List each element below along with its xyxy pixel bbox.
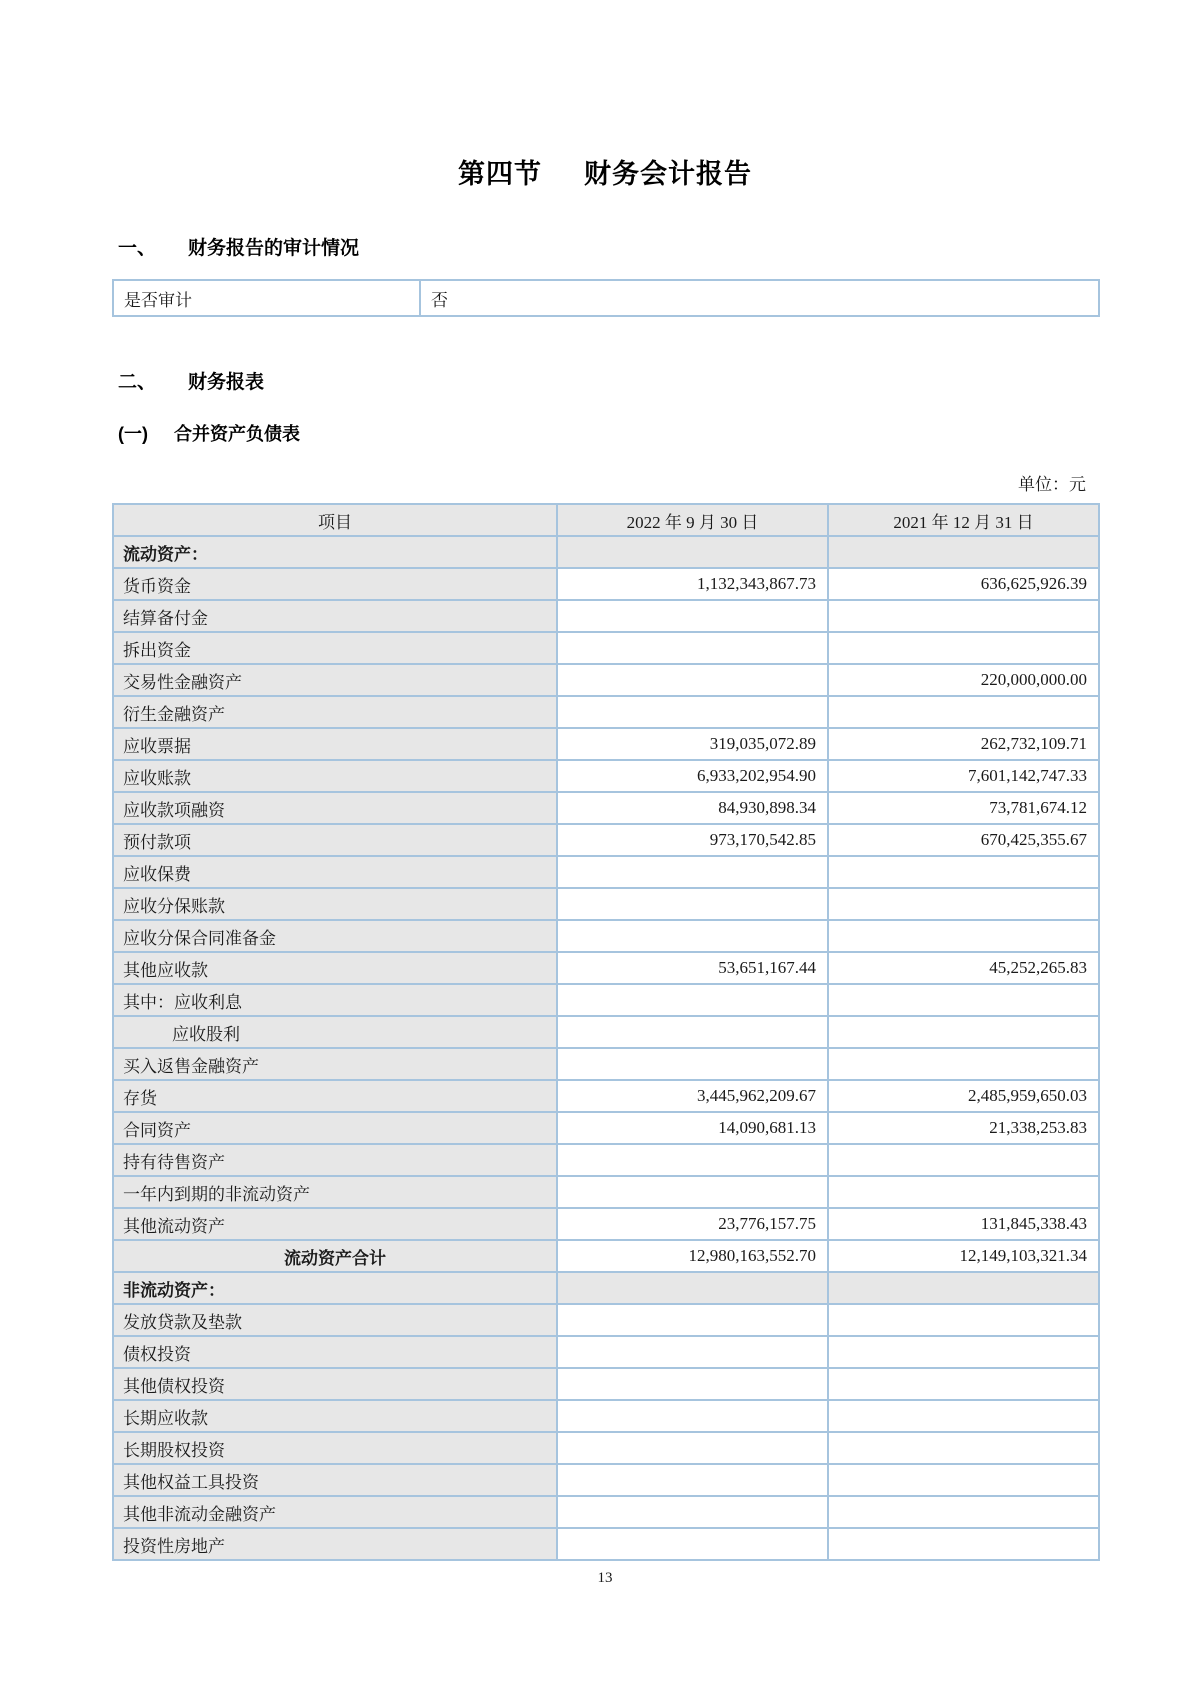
table-row [113, 632, 1099, 664]
table-row [113, 728, 1099, 760]
table-row [113, 888, 1099, 920]
row-value-2021-12-31 [828, 1144, 1099, 1176]
table-row [113, 1368, 1099, 1400]
row-label: 衍生金融资产 [113, 696, 557, 728]
heading-text: 财务报告的审计情况 [188, 238, 360, 259]
row-value-2022-09-30 [557, 1400, 828, 1432]
table-row [113, 952, 1099, 984]
row-value-2022-09-30 [557, 536, 828, 568]
row-value-2021-12-31: 220,000,000.00 [828, 664, 1099, 696]
row-value-2021-12-31 [828, 920, 1099, 952]
row-value-2022-09-30: 1,132,343,867.73 [557, 568, 828, 600]
heading-audit-status [112, 233, 1098, 260]
row-label: 其他非流动金融资产 [113, 1496, 557, 1528]
table-row [113, 1208, 1099, 1240]
table-row [113, 568, 1099, 600]
row-label: 其中：应收利息 [113, 984, 557, 1016]
row-value-2022-09-30: 14,090,681.13 [557, 1112, 828, 1144]
row-value-2021-12-31 [828, 1048, 1099, 1080]
row-value-2021-12-31 [828, 984, 1099, 1016]
row-value-2021-12-31 [828, 1432, 1099, 1464]
row-label: 发放贷款及垫款 [113, 1304, 557, 1336]
row-value-2022-09-30 [557, 1336, 828, 1368]
row-value-2021-12-31: 670,425,355.67 [828, 824, 1099, 856]
audit-table-row [113, 280, 1099, 316]
table-row [113, 920, 1099, 952]
row-label: 非流动资产： [113, 1272, 557, 1304]
row-value-2022-09-30: 12,980,163,552.70 [557, 1240, 828, 1272]
row-value-2022-09-30 [557, 632, 828, 664]
table-row [113, 1528, 1099, 1560]
subheading-consolidated-balance-sheet [112, 420, 1098, 446]
heading-text: 财务报表 [188, 372, 265, 393]
row-value-2021-12-31 [828, 1368, 1099, 1400]
row-value-2021-12-31: 45,252,265.83 [828, 952, 1099, 984]
row-value-2022-09-30 [557, 1432, 828, 1464]
row-label: 应收分保合同准备金 [113, 920, 557, 952]
row-label: 一年内到期的非流动资产 [113, 1176, 557, 1208]
table-row [113, 856, 1099, 888]
row-value-2022-09-30: 6,933,202,954.90 [557, 760, 828, 792]
row-value-2022-09-30 [557, 920, 828, 952]
row-value-2022-09-30 [557, 1496, 828, 1528]
row-value-2021-12-31: 73,781,674.12 [828, 792, 1099, 824]
row-value-2021-12-31 [828, 1464, 1099, 1496]
heading-number: 二、 [118, 372, 157, 393]
row-value-2021-12-31 [828, 1016, 1099, 1048]
row-value-2022-09-30 [557, 856, 828, 888]
unit-note: 单位：元 [1018, 475, 1086, 494]
table-row [113, 536, 1099, 568]
row-label: 应收保费 [113, 856, 557, 888]
table-row [113, 824, 1099, 856]
heading-financial-statements [112, 367, 1098, 394]
row-label: 其他权益工具投资 [113, 1464, 557, 1496]
row-label: 投资性房地产 [113, 1528, 557, 1560]
row-value-2022-09-30 [557, 696, 828, 728]
table-row [113, 696, 1099, 728]
row-value-2022-09-30 [557, 1144, 828, 1176]
row-value-2022-09-30 [557, 888, 828, 920]
row-value-2022-09-30 [557, 1528, 828, 1560]
row-value-2022-09-30: 23,776,157.75 [557, 1208, 828, 1240]
row-value-2022-09-30 [557, 1272, 828, 1304]
row-value-2021-12-31 [828, 856, 1099, 888]
row-label: 长期应收款 [113, 1400, 557, 1432]
row-value-2021-12-31 [828, 1176, 1099, 1208]
row-value-2021-12-31 [828, 888, 1099, 920]
row-value-2021-12-31 [828, 632, 1099, 664]
table-row [113, 1176, 1099, 1208]
subheading-text: 合并资产负债表 [174, 424, 300, 444]
row-value-2022-09-30: 84,930,898.34 [557, 792, 828, 824]
row-label: 持有待售资产 [113, 1144, 557, 1176]
row-value-2021-12-31 [828, 536, 1099, 568]
row-value-2022-09-30 [557, 600, 828, 632]
table-row [113, 600, 1099, 632]
table-row [113, 1336, 1099, 1368]
row-label: 债权投资 [113, 1336, 557, 1368]
table-row [113, 1400, 1099, 1432]
row-value-2022-09-30 [557, 1464, 828, 1496]
table-row [113, 1304, 1099, 1336]
table-row [113, 984, 1099, 1016]
row-label: 应收分保账款 [113, 888, 557, 920]
table-row [113, 1464, 1099, 1496]
row-value-2021-12-31: 636,625,926.39 [828, 568, 1099, 600]
table-row [113, 1272, 1099, 1304]
row-label: 应收票据 [113, 728, 557, 760]
audit-question-cell: 是否审计 [113, 280, 420, 316]
row-value-2021-12-31: 2,485,959,650.03 [828, 1080, 1099, 1112]
row-value-2021-12-31 [828, 1304, 1099, 1336]
balance-sheet-header-row [113, 504, 1099, 536]
table-row [113, 1240, 1099, 1272]
table-row [113, 1432, 1099, 1464]
column-header-item: 项目 [113, 504, 557, 536]
row-value-2022-09-30: 973,170,542.85 [557, 824, 828, 856]
row-value-2021-12-31 [828, 1496, 1099, 1528]
page-number: 13 [597, 1570, 613, 1586]
table-row [113, 1016, 1099, 1048]
row-label: 结算备付金 [113, 600, 557, 632]
row-value-2022-09-30: 319,035,072.89 [557, 728, 828, 760]
row-value-2021-12-31 [828, 1528, 1099, 1560]
row-label: 其他流动资产 [113, 1208, 557, 1240]
row-label: 其他应收款 [113, 952, 557, 984]
row-value-2021-12-31 [828, 1336, 1099, 1368]
column-header-2022-09-30: 2022 年 9 月 30 日 [557, 504, 828, 536]
table-row [113, 1048, 1099, 1080]
row-value-2022-09-30 [557, 1016, 828, 1048]
table-row [113, 760, 1099, 792]
row-label: 应收款项融资 [113, 792, 557, 824]
row-label: 长期股权投资 [113, 1432, 557, 1464]
page-title-section-number: 第四节 [458, 159, 542, 189]
row-value-2022-09-30 [557, 1304, 828, 1336]
row-value-2021-12-31: 12,149,103,321.34 [828, 1240, 1099, 1272]
row-value-2022-09-30 [557, 1368, 828, 1400]
row-label: 买入返售金融资产 [113, 1048, 557, 1080]
table-row [113, 1144, 1099, 1176]
audit-table [112, 279, 1100, 317]
row-value-2022-09-30 [557, 664, 828, 696]
column-header-2021-12-31: 2021 年 12 月 31 日 [828, 504, 1099, 536]
table-row [113, 1496, 1099, 1528]
row-value-2021-12-31: 21,338,253.83 [828, 1112, 1099, 1144]
row-value-2022-09-30: 53,651,167.44 [557, 952, 828, 984]
row-label: 预付款项 [113, 824, 557, 856]
audit-answer-cell: 否 [420, 280, 1099, 316]
table-row [113, 1112, 1099, 1144]
balance-sheet-table [112, 503, 1100, 1561]
page-title-text: 财务会计报告 [584, 159, 752, 189]
row-value-2021-12-31 [828, 696, 1099, 728]
row-label: 合同资产 [113, 1112, 557, 1144]
row-label: 交易性金融资产 [113, 664, 557, 696]
row-label: 货币资金 [113, 568, 557, 600]
document-page [112, 0, 1098, 1587]
row-label: 其他债权投资 [113, 1368, 557, 1400]
balance-sheet-body [113, 536, 1099, 1560]
row-value-2021-12-31 [828, 1272, 1099, 1304]
row-value-2022-09-30 [557, 984, 828, 1016]
subheading-number: (一) [118, 424, 148, 444]
row-value-2021-12-31 [828, 600, 1099, 632]
row-label: 流动资产： [113, 536, 557, 568]
row-value-2021-12-31: 131,845,338.43 [828, 1208, 1099, 1240]
row-label: 应收账款 [113, 760, 557, 792]
table-row [113, 1080, 1099, 1112]
row-label: 存货 [113, 1080, 557, 1112]
row-label: 应收股利 [113, 1016, 557, 1048]
page-title [112, 152, 1098, 191]
table-row [113, 792, 1099, 824]
row-value-2021-12-31 [828, 1400, 1099, 1432]
row-value-2022-09-30: 3,445,962,209.67 [557, 1080, 828, 1112]
row-label: 拆出资金 [113, 632, 557, 664]
row-value-2022-09-30 [557, 1176, 828, 1208]
row-value-2022-09-30 [557, 1048, 828, 1080]
row-value-2021-12-31: 262,732,109.71 [828, 728, 1099, 760]
row-value-2021-12-31: 7,601,142,747.33 [828, 760, 1099, 792]
table-row [113, 664, 1099, 696]
heading-number: 一、 [118, 238, 157, 259]
row-label: 流动资产合计 [113, 1240, 557, 1272]
